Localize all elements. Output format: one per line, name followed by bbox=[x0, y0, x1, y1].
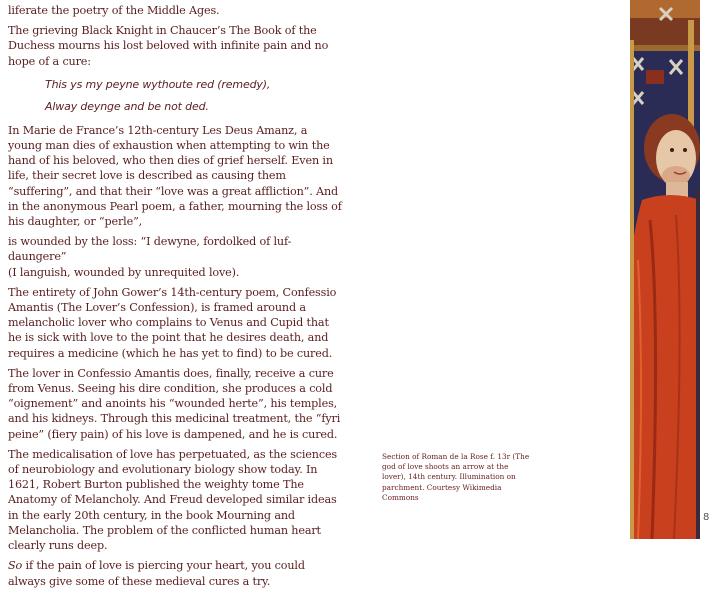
verse-quote bbox=[8, 74, 342, 118]
paragraph: The entirety of John Gower’s 14th-century poem, Confessio Amantis (The Lover’s Confession), is framed around a melancholic lover who complains to Venus and Cupid that he is sick with love to the point that he desires death, and requires a medicine (which he has yet to find) to be cured. bbox=[8, 285, 337, 360]
image-caption: Section of Roman de la Rose f. 13r (The god of love shoots an arrow at the lover), 14th century. Illumination on parchment. Courtesy Wikimedia Commons bbox=[382, 452, 530, 502]
paragraph-text: if the pain of love is piercing your heart, you could always give some of these medieval cures a try. bbox=[8, 559, 305, 588]
quote-translation: (I languish, wounded by unrequited love). bbox=[8, 265, 240, 279]
illumination-image bbox=[630, 0, 700, 539]
paragraph: The medicalisation of love has perpetuated, as the sciences of neurobiology and evolutionary biology show today. In 1621, Robert Burton published the weighty tome The Anatomy of Melancholy. And Freud developed similar ideas in the early 20th century, in the book Mourning and Melancholia. The problem of the conflicted human heart clearly runs deep. bbox=[8, 447, 338, 553]
paragraph: liferate the poetry of the Middle Ages. bbox=[8, 4, 220, 17]
article-body bbox=[8, 3, 342, 594]
quote-line: is wounded by the loss: “I dewyne, fordolked of luf-daungere” bbox=[8, 235, 292, 264]
paragraph bbox=[8, 558, 342, 588]
paragraph: The lover in Confessio Amantis does, finally, receive a cure from Venus. Seeing his dire condition, she produces a cold “oignement” and anoints his “wounded herte”, his temples, and his kidneys. Through this medicinal treatment, the “fyri peine” (fiery pain) of his love is dampened, and he is cured. bbox=[8, 366, 341, 441]
emphasis: So bbox=[8, 559, 23, 573]
paragraph bbox=[8, 234, 342, 280]
verse-line: This ys my peyne wythoute red (remedy), bbox=[45, 77, 271, 91]
manuscript-illumination bbox=[630, 0, 700, 539]
page-number: 8 bbox=[703, 512, 710, 523]
verse-line: Alway deynge and be not ded. bbox=[45, 99, 209, 113]
paragraph: The grieving Black Knight in Chaucer’s The Book of the Duchess mourns his lost beloved with infinite pain and no hope of a cure: bbox=[8, 24, 329, 68]
paragraph: In Marie de France’s 12th-century Les Deus Amanz, a young man dies of exhaustion when attempting to win the hand of his beloved, who then dies of grief herself. Even in life, their secret love is described as causing them “suffering”, and that their “love was a great affliction”. And in the anonymous Pearl poem, a father, mourning the loss of his daughter, or “perle”, bbox=[8, 123, 342, 229]
